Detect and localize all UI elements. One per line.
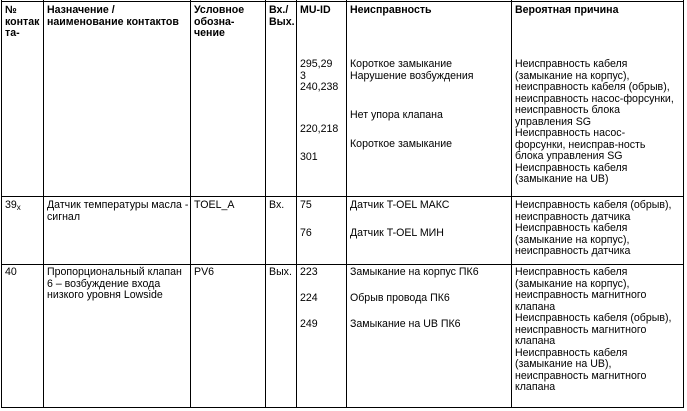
fault-values: Нет упора клапана (350, 109, 443, 121)
mu-id-values: 75 (300, 199, 312, 211)
mu-id-values: 301 (300, 151, 318, 163)
table-border-right (683, 0, 684, 408)
contact-io: Вых. (269, 266, 292, 278)
table-border-left (1, 0, 2, 408)
mu-id-values: 295,29 3 240,238 (300, 58, 339, 93)
mu-id-values: 249 (300, 318, 318, 330)
fault-values: Датчик T-OEL МИН (350, 227, 444, 239)
contact-number: 40 (5, 266, 17, 278)
fault-values: Короткое замыкание (350, 138, 453, 150)
mu-id-values: 224 (300, 292, 318, 304)
row-divider (1, 196, 684, 197)
fault-values: Обрыв провода ПК6 (350, 292, 450, 304)
fault-values: Короткое замыкание Нарушение возбуждения (350, 58, 474, 82)
mu-id-values: 220,218 (300, 123, 339, 135)
column-divider (190, 0, 191, 408)
header-fault: Неисправность (350, 4, 432, 16)
header-name: Назначение / наименование контактов (47, 4, 179, 28)
contact-designation: TOEL_A (194, 199, 235, 211)
cause-values: Неисправность кабеля (обрыв), неисправность датчика Неисправность кабеля (замыкание на корпус), неисправность датчика (515, 199, 672, 257)
table-border-top (1, 1, 684, 2)
contact-name: Пропорциональный клапан 6 – возбуждение входа низкого уровня Lowside (47, 266, 182, 301)
header-mu-id: MU-ID (300, 4, 331, 16)
fault-values: Замыкание на UB ПК6 (350, 318, 461, 330)
contact-designation: PV6 (194, 266, 215, 278)
column-divider (43, 0, 44, 408)
column-divider (265, 0, 266, 408)
header-designation: Условное обозна- чение (194, 4, 245, 39)
contact-number: $39_x$ (5, 199, 21, 212)
contact-name: Датчик температуры масла - сигнал (47, 199, 189, 223)
column-divider (346, 0, 347, 408)
header-cause: Вероятная причина (515, 4, 619, 16)
row-divider (1, 264, 684, 265)
table-border-bottom (1, 407, 684, 408)
column-divider (511, 0, 512, 408)
fault-values: Датчик T-OEL МАКС (350, 199, 450, 211)
header-io: Вх./ Вых. (269, 4, 295, 28)
contact-io: Вх. (269, 199, 285, 211)
mu-id-values: 223 (300, 266, 318, 278)
fault-values: Замыкание на корпус ПК6 (350, 266, 479, 278)
cause-values: Неисправность кабеля (замыкание на корпус), неисправность кабеля (обрыв), неисправность насос-форсунки, неисправность блока управления SG Неисправность насос- форсунки, неисправ-ность блока управления SG Неисправность кабеля (замыкание на UB) (515, 58, 674, 185)
mu-id-values: 76 (300, 227, 312, 239)
header-num: № контак та- (5, 4, 40, 39)
cause-values: Неисправность кабеля (замыкание на корпус), неисправность магнитного клапана Неисправность кабеля (обрыв), неисправность магнитного клапана Неисправность кабеля (замыкание на UB), неисправность магнитного клапана (515, 266, 672, 393)
column-divider (296, 0, 297, 408)
